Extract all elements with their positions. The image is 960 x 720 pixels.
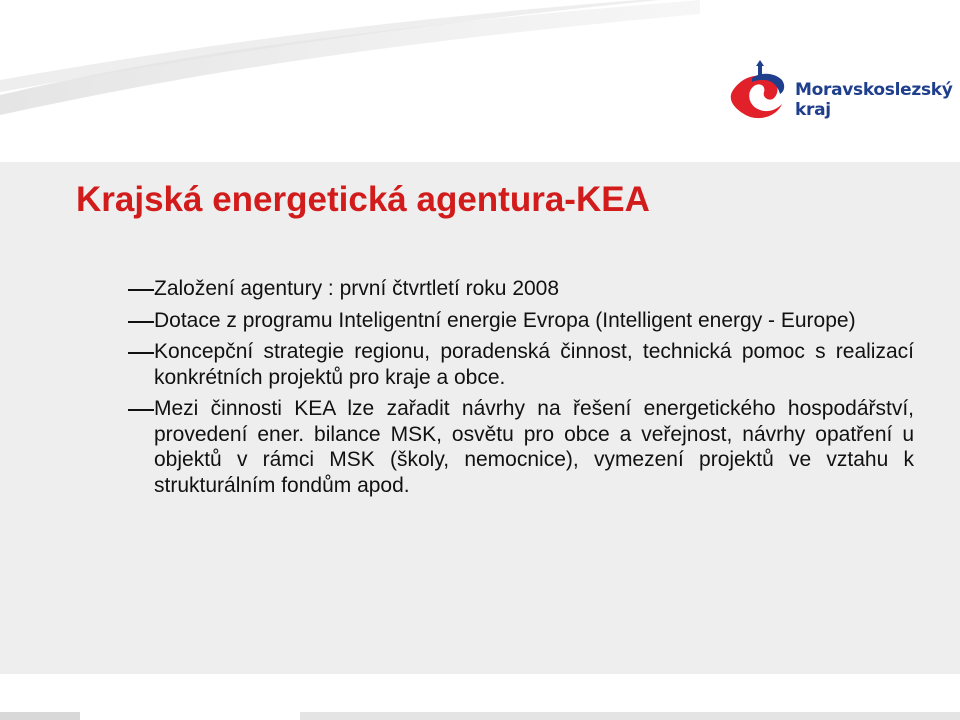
bullet-text: Založení agentury : první čtvrtletí roku 2008: [154, 277, 560, 300]
dash-bullet-icon: [128, 289, 154, 291]
dash-bullet-icon: [128, 409, 154, 411]
bullet-text: Koncepční strategie regionu, poradenská činnost, technická pomoc s realizací konkrétních projektů pro kraje a obce.: [154, 340, 914, 389]
footer-strip-decoration: [0, 712, 960, 720]
logo-wordmark: [795, 80, 953, 120]
list-item: [128, 396, 914, 498]
bullet-text: Dotace z programu Inteligentní energie Evropa (Intelligent energy - Europe): [154, 308, 856, 332]
dash-bullet-icon: [128, 321, 154, 323]
header-wave-decoration: [0, 0, 700, 120]
list-item: [128, 276, 914, 302]
bullet-list: [128, 276, 914, 504]
dash-bullet-icon: [128, 352, 154, 354]
list-item: [128, 339, 914, 390]
logo-line-2: kraj: [795, 100, 831, 120]
moravskoslezsky-kraj-logo: [726, 58, 953, 128]
list-item: [128, 308, 914, 334]
slide-title: Krajská energetická agentura-KEA: [76, 180, 650, 219]
moravskoslezsky-kraj-emblem-icon: [726, 58, 792, 124]
logo-line-1: Moravskoslezský: [795, 80, 953, 100]
bullet-text: Mezi činnosti KEA lze zařadit návrhy na řešení energetického hospodářství, provedení ener. bilance MSK, osvětu pro obce a veřejnost, návrhy opatření u objektů v rámci MSK (školy, nemocnice), vymezení projektů ve vztahu k strukturálním fondům apod.: [154, 397, 914, 497]
